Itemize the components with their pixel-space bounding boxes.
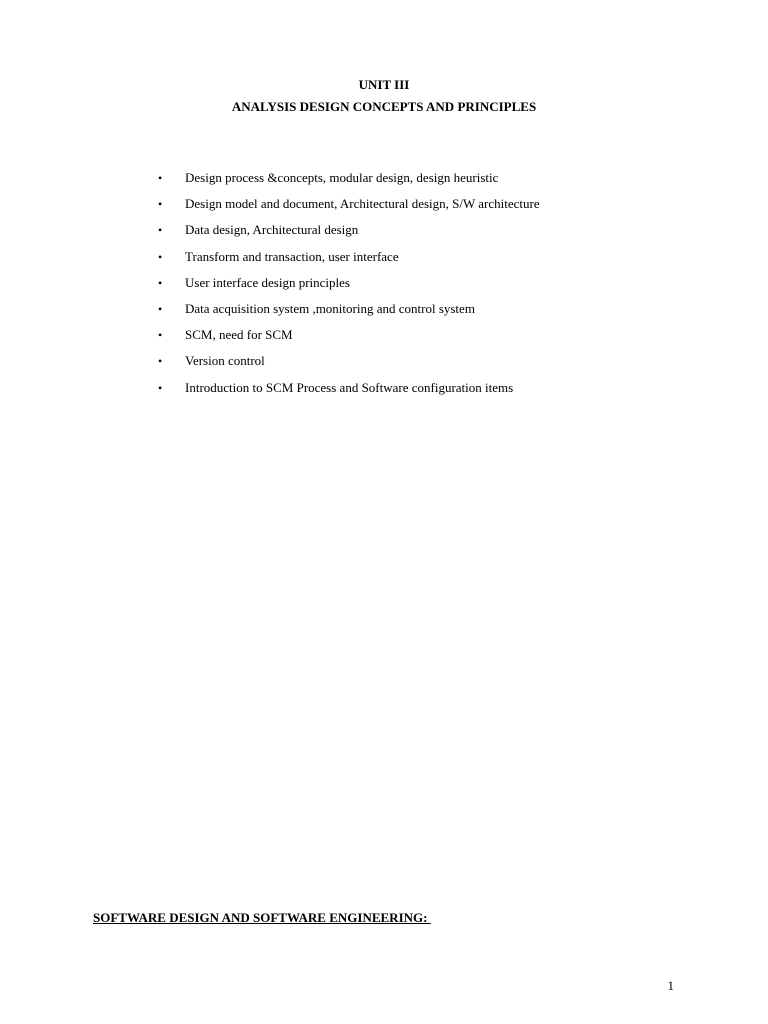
list-item-text: Design model and document, Architectural design, S/W architecture: [185, 196, 540, 212]
bullet-icon: •: [158, 301, 163, 316]
bullet-icon: •: [158, 354, 163, 369]
list-item-text: Transform and transaction, user interface: [185, 248, 399, 264]
section-heading: SOFTWARE DESIGN AND SOFTWARE ENGINEERING:: [93, 910, 431, 925]
unit-title: UNIT III: [358, 77, 410, 92]
bullet-icon: •: [158, 197, 163, 212]
bullet-icon: •: [158, 171, 163, 185]
bullet-icon: •: [158, 249, 163, 264]
bullet-icon: •: [158, 328, 163, 343]
page-number: 1: [667, 978, 674, 993]
list-item-text: Data acquisition system ,monitoring and control system: [185, 300, 475, 316]
list-item-text: User interface design principles: [185, 274, 350, 290]
list-item-text: Design process &concepts, modular design, design heuristic: [185, 170, 499, 185]
bullet-icon: •: [158, 380, 163, 395]
bullet-icon: •: [158, 223, 163, 238]
list-item-text: Data design, Architectural design: [185, 222, 359, 238]
bullet-icon: •: [158, 275, 163, 290]
document-title: ANALYSIS DESIGN CONCEPTS AND PRINCIPLES: [231, 99, 537, 114]
list-item-text: Version control: [185, 353, 265, 369]
list-item-text: Introduction to SCM Process and Software configuration items: [185, 379, 514, 395]
list-item-text: SCM, need for SCM: [185, 327, 293, 343]
